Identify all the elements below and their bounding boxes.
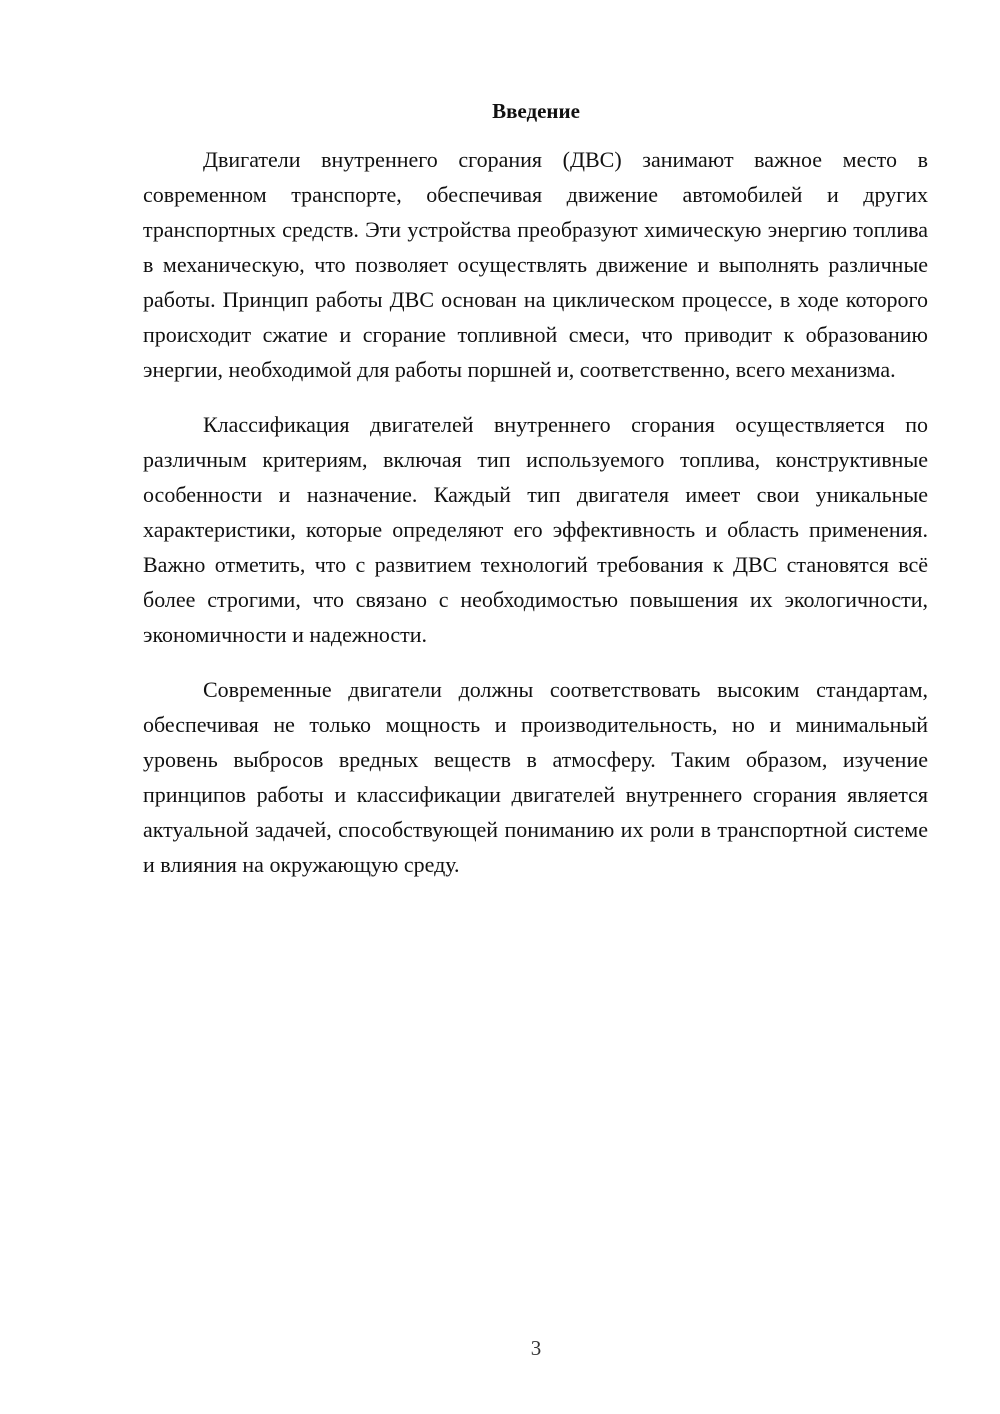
paragraph-3: Современные двигатели должны соответствовать высоким стандартам, обеспечивая не только мощность и производительность, но и минимальный уровень выбросов вредных веществ в атмосферу. Таким образом, изучение принципов работы и классификации двигателей внутреннего сгорания является актуальной задачей, способствующей пониманию их роли в транспортной системе и влияния на окружающую среду. <box>143 677 928 877</box>
section-heading: Введение <box>492 99 580 123</box>
page-number: 3 <box>530 1336 542 1360</box>
paragraph-1: Двигатели внутреннего сгорания (ДВС) занимают важное место в современном транспорте, обеспечивая движение автомобилей и других транспортных средств. Эти устройства преобразуют химическую энергию топлива в механическую, что позволяет осуществлять движение и выполнять различные работы. Принцип работы ДВС основан на циклическом процессе, в ходе которого происходит сжатие и сгорание топливной смеси, что приводит к образованию энергии, необходимой для работы поршней и, соответственно, всего механизма. <box>143 147 928 382</box>
paragraph-2: Классификация двигателей внутреннего сгорания осуществляется по различным критериям, включая тип используемого топлива, конструктивные особенности и назначение. Каждый тип двигателя имеет свои уникальные характеристики, которые определяют его эффективность и область применения. Важно отметить, что с развитием технологий требования к ДВС становятся всё более строгими, что связано с необходимостью повышения их экологичности, экономичности и надежности. <box>143 412 928 647</box>
body-text <box>143 142 928 902</box>
